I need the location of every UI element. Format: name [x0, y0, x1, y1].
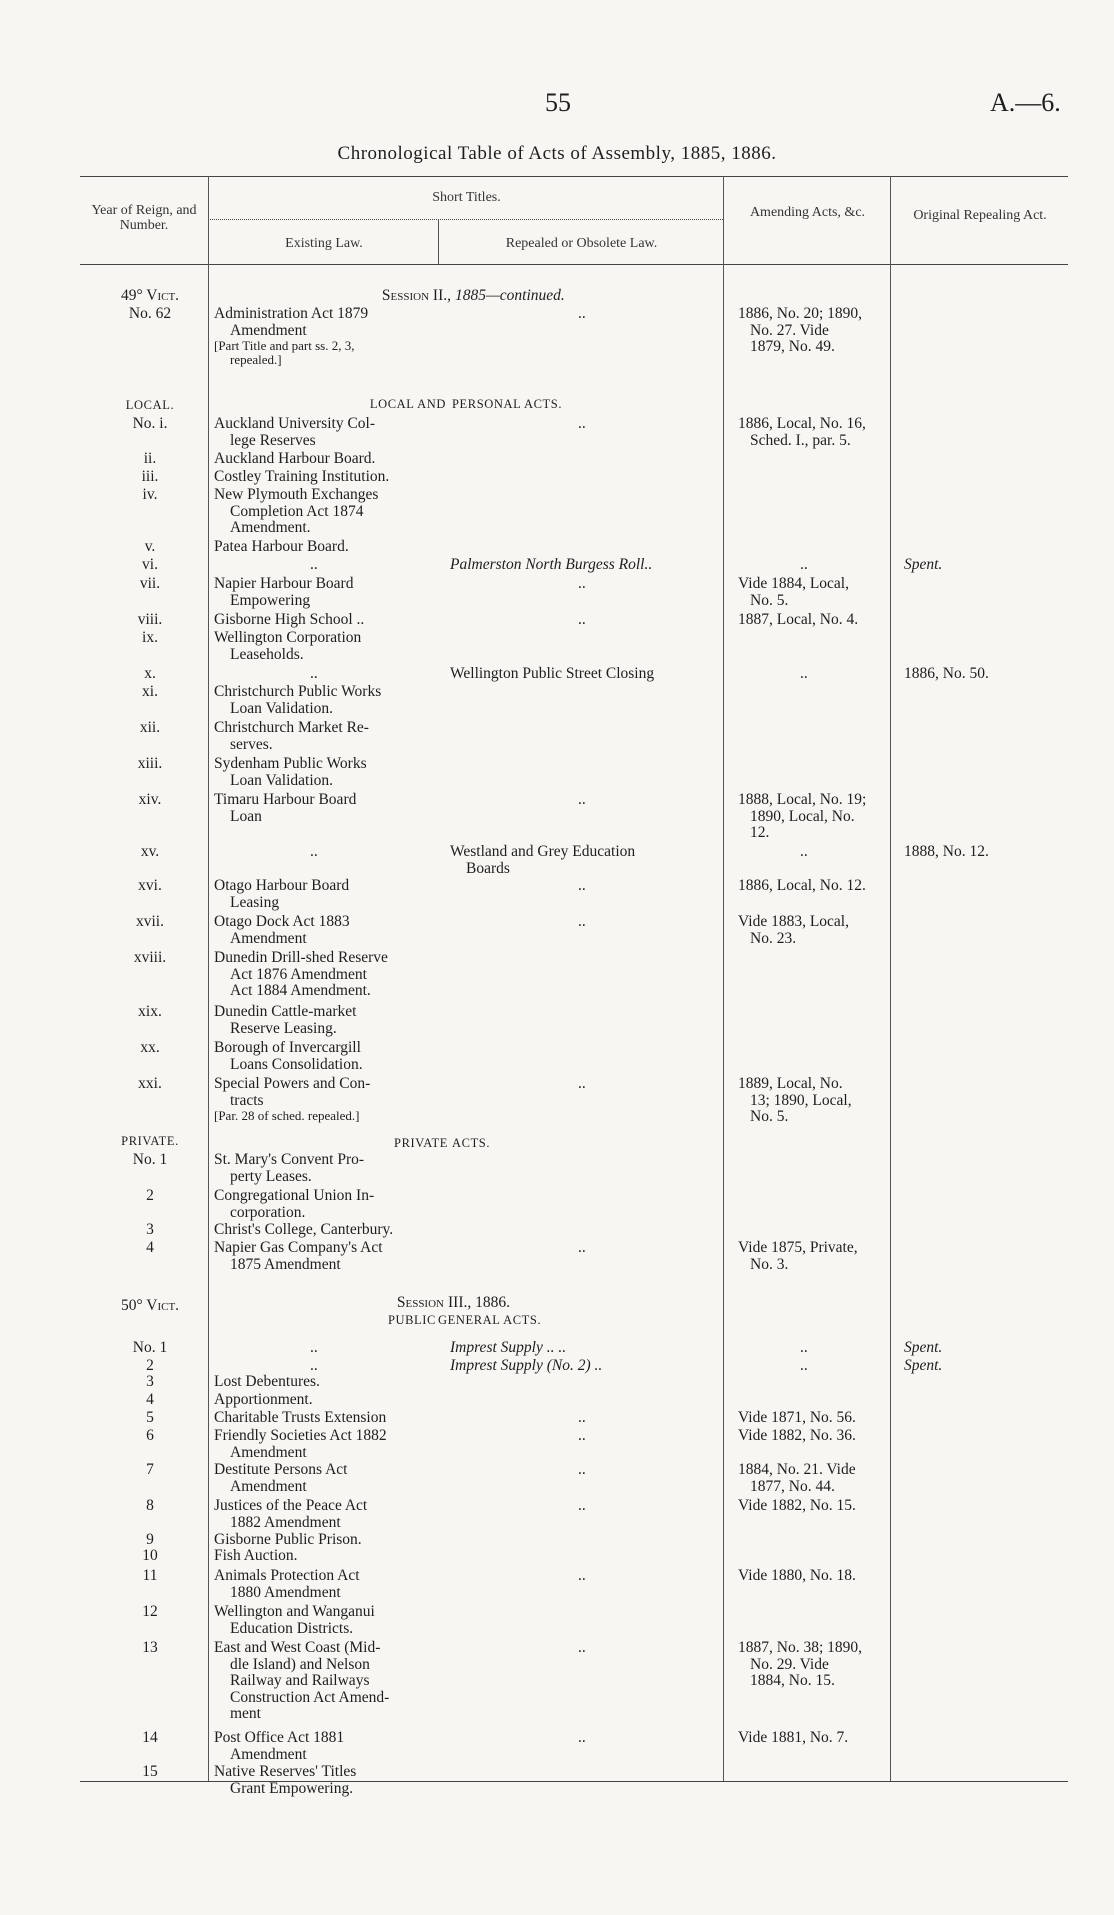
year-number: xv. [140, 843, 160, 860]
original-repealing-act: 1888, No. 12. [904, 843, 989, 860]
section-heading: Session [396, 1294, 444, 1311]
year-number: No. 62 [128, 305, 172, 322]
repealed-law-title: .. [578, 1461, 586, 1478]
year-number: xi. [142, 683, 158, 700]
year-number: viii. [137, 611, 163, 628]
header-original-repealing: Original Repealing Act. [913, 208, 1047, 223]
year-number: 4 [146, 1391, 154, 1408]
amending-acts: .. [800, 556, 808, 573]
year-number: xii. [139, 719, 161, 736]
amending-acts: 13; 1890, Local, [750, 1091, 852, 1109]
amending-acts: .. [800, 843, 808, 860]
section-heading: PERSONAL ACTS. [452, 397, 563, 411]
year-number: 49° Vict. [120, 287, 180, 304]
existing-law-title: Dunedin Cattle-market [214, 1003, 357, 1020]
amending-acts: Vide 1880, No. 18. [738, 1567, 856, 1584]
existing-law-title: tracts [230, 1091, 264, 1109]
existing-law-title: Loan [230, 807, 262, 825]
amending-acts: .. [800, 1357, 808, 1374]
amending-acts: .. [800, 665, 808, 682]
section-heading: LOCAL AND [369, 397, 446, 411]
year-number: 50° Vict. [120, 1297, 180, 1314]
repealed-law-title: .. [578, 575, 586, 592]
column-divider [438, 219, 439, 264]
year-number: 15 [142, 1763, 158, 1780]
existing-law-note: repealed.] [230, 352, 282, 367]
repealed-law-title: Palmerston North Burgess Roll.. [450, 556, 653, 573]
year-number: 2 [146, 1357, 154, 1374]
year-number: vii. [139, 575, 161, 592]
section-heading: PUBLIC [387, 1313, 436, 1327]
existing-law-title: Amendment [230, 929, 307, 947]
year-number: 7 [146, 1461, 154, 1478]
page-number: 55 [545, 88, 571, 117]
year-number: ii. [143, 450, 157, 467]
amending-acts: .. [800, 1339, 808, 1356]
existing-law-title: perty Leases. [230, 1167, 312, 1185]
repealed-law-title: Imprest Supply (No. 2) .. [450, 1357, 603, 1374]
page-title: Chronological Table of Acts of Assembly, 1885, 1886. [337, 143, 777, 164]
amending-acts: No. 23. [750, 929, 797, 947]
existing-law-title: East and West Coast (Mid- [214, 1639, 381, 1656]
existing-law-title: New Plymouth Exchanges [214, 486, 379, 503]
year-number: xiv. [138, 791, 162, 808]
existing-law-title: Leaseholds. [230, 645, 304, 663]
header-bottom-rule [80, 264, 1068, 265]
existing-law-title: Timaru Harbour Board [214, 791, 357, 808]
amending-acts: No. 27. Vide [750, 321, 829, 339]
existing-law-title: Destitute Persons Act [214, 1461, 348, 1478]
existing-law-title: serves. [230, 735, 273, 753]
table-top-rule [80, 176, 1068, 177]
existing-law-title: Auckland Harbour Board. [214, 450, 376, 467]
existing-law-title: Sydenham Public Works [214, 755, 367, 772]
year-number: 12 [142, 1603, 158, 1620]
existing-law-title: Act 1884 Amendment. [230, 982, 371, 999]
existing-law-note: [Par. 28 of sched. repealed.] [214, 1108, 360, 1123]
year-number: No. i. [132, 415, 168, 432]
repealed-law-title: .. [578, 1075, 586, 1092]
amending-acts: 1884, No. 15. [750, 1672, 835, 1689]
year-number: xvii. [136, 913, 164, 930]
amending-acts: No. 3. [750, 1255, 789, 1273]
original-repealing-act: Spent. [904, 1357, 943, 1374]
existing-law-title: Completion Act 1874 [230, 502, 364, 520]
repealed-law-title: Imprest Supply .. .. [450, 1339, 567, 1356]
year-number: xxi. [138, 1075, 162, 1092]
existing-law-title: .. [310, 1339, 318, 1356]
existing-law-title: Congregational Union In- [214, 1187, 375, 1204]
amending-acts: 1888, Local, No. 19; [738, 791, 867, 808]
existing-law-title: Administration Act 1879 [214, 305, 369, 322]
amending-acts: 1890, Local, No. [750, 807, 855, 825]
year-number: 3 [146, 1373, 154, 1390]
section-heading: PRIVATE [394, 1136, 448, 1150]
column-divider [890, 176, 891, 1781]
existing-law-title: .. [310, 1357, 318, 1374]
repealed-law-title: Westland and Grey Education [450, 843, 636, 860]
existing-law-title: 1880 Amendment [230, 1583, 341, 1601]
year-number: 9 [146, 1531, 154, 1548]
original-repealing-act: 1886, No. 50. [904, 665, 989, 682]
existing-law-title: lege Reserves [230, 431, 316, 449]
short-titles-rule [210, 219, 723, 220]
existing-law-title: Amendment [230, 321, 307, 339]
year-number: LOCAL. [125, 398, 175, 412]
repealed-law-title: .. [578, 1497, 586, 1514]
year-number: 11 [142, 1567, 158, 1584]
existing-law-title: Gisborne High School .. [214, 611, 365, 628]
page-reference: A.—6. [990, 88, 1061, 117]
year-number: 8 [146, 1497, 154, 1514]
year-number: 14 [142, 1729, 158, 1746]
repealed-law-title: .. [578, 1639, 586, 1656]
amending-acts: 1886, Local, No. 12. [738, 877, 866, 894]
amending-acts: Vide 1875, Private, [738, 1239, 858, 1256]
repealed-law-title: .. [578, 791, 586, 808]
amending-acts: 12. [750, 824, 770, 841]
table-bottom-rule [80, 1781, 1068, 1782]
existing-law-title: Christ's College, Canterbury. [214, 1221, 394, 1238]
year-number: vi. [142, 556, 158, 573]
existing-law-title: Patea Harbour Board. [214, 538, 349, 555]
existing-law-title: Napier Harbour Board [214, 575, 354, 592]
section-heading: Session II., [381, 287, 451, 304]
year-number: xx. [140, 1039, 160, 1056]
header-repealed-law: Repealed or Obsolete Law. [505, 236, 658, 251]
existing-law-title: 1882 Amendment [230, 1513, 341, 1531]
repealed-law-title: Wellington Public Street Closing [450, 665, 655, 682]
amending-acts: No. 5. [750, 591, 789, 609]
amending-acts: 1884, No. 21. Vide [738, 1461, 856, 1478]
year-number: 5 [146, 1409, 154, 1426]
existing-law-title: 1875 Amendment [230, 1255, 341, 1273]
existing-law-title: Wellington and Wanganui [214, 1603, 375, 1620]
repealed-law-title: .. [578, 611, 586, 628]
section-heading: ACTS. [452, 1136, 491, 1150]
existing-law-title: Native Reserves' Titles [214, 1763, 357, 1780]
year-number: ix. [142, 629, 158, 646]
column-divider [723, 176, 724, 1781]
existing-law-title: Christchurch Market Re- [214, 719, 369, 736]
existing-law-title: Railway and Railways [230, 1672, 370, 1689]
repealed-law-title: .. [578, 1427, 586, 1444]
existing-law-title: Amendment [230, 1477, 307, 1495]
year-number: 6 [146, 1427, 154, 1444]
existing-law-title: .. [310, 665, 318, 682]
existing-law-title: Post Office Act 1881 [214, 1729, 345, 1746]
year-number: xiii. [137, 755, 163, 772]
existing-law-title: Amendment [230, 1745, 307, 1763]
amending-acts: 1889, Local, No. [738, 1075, 843, 1092]
year-number: 3 [146, 1221, 154, 1238]
existing-law-title: Auckland University Col- [214, 415, 376, 432]
repealed-law-title: .. [578, 415, 586, 432]
year-number: No. 1 [132, 1339, 168, 1356]
header-year: Year of Reign, and Number. [91, 203, 197, 233]
existing-law-title: Construction Act Amend- [230, 1688, 390, 1706]
existing-law-title: Lost Debentures. [214, 1373, 320, 1390]
repealed-law-title: .. [578, 1567, 586, 1584]
section-heading: GENERAL ACTS. [438, 1313, 542, 1327]
existing-law-title: Apportionment. [214, 1391, 313, 1408]
existing-law-title: Fish Auction. [214, 1547, 298, 1564]
amending-acts: 1887, Local, No. 4. [738, 611, 859, 628]
repealed-law-title: Boards [466, 859, 510, 877]
existing-law-title: Wellington Corporation [214, 629, 362, 646]
repealed-law-title: .. [578, 305, 586, 322]
amending-acts: 1887, No. 38; 1890, [738, 1639, 862, 1656]
existing-law-title: Napier Gas Company's Act [214, 1239, 383, 1256]
year-number: v. [144, 538, 156, 555]
existing-law-title: Justices of the Peace Act [214, 1497, 368, 1514]
existing-law-title: Special Powers and Con- [214, 1075, 371, 1092]
existing-law-title: Friendly Societies Act 1882 [214, 1427, 387, 1444]
repealed-law-title: .. [578, 913, 586, 930]
existing-law-title: Gisborne Public Prison. [214, 1531, 362, 1548]
amending-acts: Vide 1882, No. 15. [738, 1497, 856, 1514]
repealed-law-title: .. [578, 1239, 586, 1256]
year-number: 2 [146, 1187, 154, 1204]
existing-law-title: corporation. [230, 1203, 306, 1221]
year-number: 13 [142, 1639, 158, 1656]
existing-law-title: dle Island) and Nelson [230, 1655, 370, 1673]
existing-law-note: [Part Title and part ss. 2, 3, [214, 338, 355, 353]
year-number: iii. [141, 468, 159, 485]
amending-acts: Vide 1881, No. 7. [738, 1729, 849, 1746]
existing-law-title: ment [230, 1705, 261, 1722]
repealed-law-title: .. [578, 1729, 586, 1746]
amending-acts: Vide 1882, No. 36. [738, 1427, 856, 1444]
existing-law-title: Charitable Trusts Extension [214, 1409, 387, 1426]
section-heading: 1885—continued. [455, 287, 565, 304]
existing-law-title: Otago Dock Act 1883 [214, 913, 350, 930]
amending-acts: Vide 1884, Local, [738, 575, 849, 592]
amending-acts: 1886, Local, No. 16, [738, 415, 866, 432]
header-existing-law: Existing Law. [285, 236, 363, 251]
amending-acts: No. 5. [750, 1108, 789, 1125]
existing-law-title: Leasing [230, 893, 280, 911]
repealed-law-title: .. [578, 1409, 586, 1426]
amending-acts: Vide 1871, No. 56. [738, 1409, 856, 1426]
existing-law-title: Education Districts. [230, 1619, 354, 1637]
existing-law-title: Amendment. [230, 519, 311, 536]
existing-law-title: Loan Validation. [230, 699, 334, 717]
amending-acts: 1886, No. 20; 1890, [738, 305, 862, 322]
year-number: xix. [138, 1003, 162, 1020]
year-number: No. 1 [132, 1151, 168, 1168]
year-number: xviii. [133, 949, 167, 966]
existing-law-title: Borough of Invercargill [214, 1039, 361, 1056]
existing-law-title: Act 1876 Amendment [230, 965, 367, 983]
existing-law-title: Dunedin Drill-shed Reserve [214, 949, 388, 966]
existing-law-title: .. [310, 556, 318, 573]
amending-acts: No. 29. Vide [750, 1655, 829, 1673]
amending-acts: Sched. I., par. 5. [750, 431, 851, 449]
year-number: x. [144, 665, 156, 682]
existing-law-title: .. [310, 843, 318, 860]
amending-acts: 1879, No. 49. [750, 338, 835, 355]
year-number: iv. [142, 486, 158, 503]
existing-law-title: St. Mary's Convent Pro- [214, 1151, 365, 1168]
existing-law-title: Otago Harbour Board [214, 877, 350, 894]
existing-law-title: Costley Training Institution. [214, 468, 390, 485]
header-short-titles: Short Titles. [432, 190, 501, 205]
amending-acts: 1877, No. 44. [750, 1477, 835, 1495]
header-amending-acts: Amending Acts, &c. [749, 205, 866, 220]
existing-law-title: Reserve Leasing. [230, 1019, 337, 1037]
existing-law-title: Amendment [230, 1443, 307, 1461]
amending-acts: Vide 1883, Local, [738, 913, 849, 930]
original-repealing-act: Spent. [904, 556, 943, 573]
existing-law-title: Loan Validation. [230, 771, 334, 789]
existing-law-title: Animals Protection Act [214, 1567, 360, 1584]
year-number: 4 [146, 1239, 154, 1256]
existing-law-title: Grant Empowering. [230, 1779, 354, 1797]
year-number: PRIVATE. [121, 1134, 179, 1148]
repealed-law-title: .. [578, 877, 586, 894]
existing-law-title: Loans Consolidation. [230, 1055, 363, 1073]
existing-law-title: Empowering [230, 591, 311, 609]
section-heading: III., 1886. [448, 1294, 510, 1311]
original-repealing-act: Spent. [904, 1339, 943, 1356]
year-number: xvi. [138, 877, 162, 894]
existing-law-title: Christchurch Public Works [214, 683, 382, 700]
year-number: 10 [142, 1547, 158, 1564]
